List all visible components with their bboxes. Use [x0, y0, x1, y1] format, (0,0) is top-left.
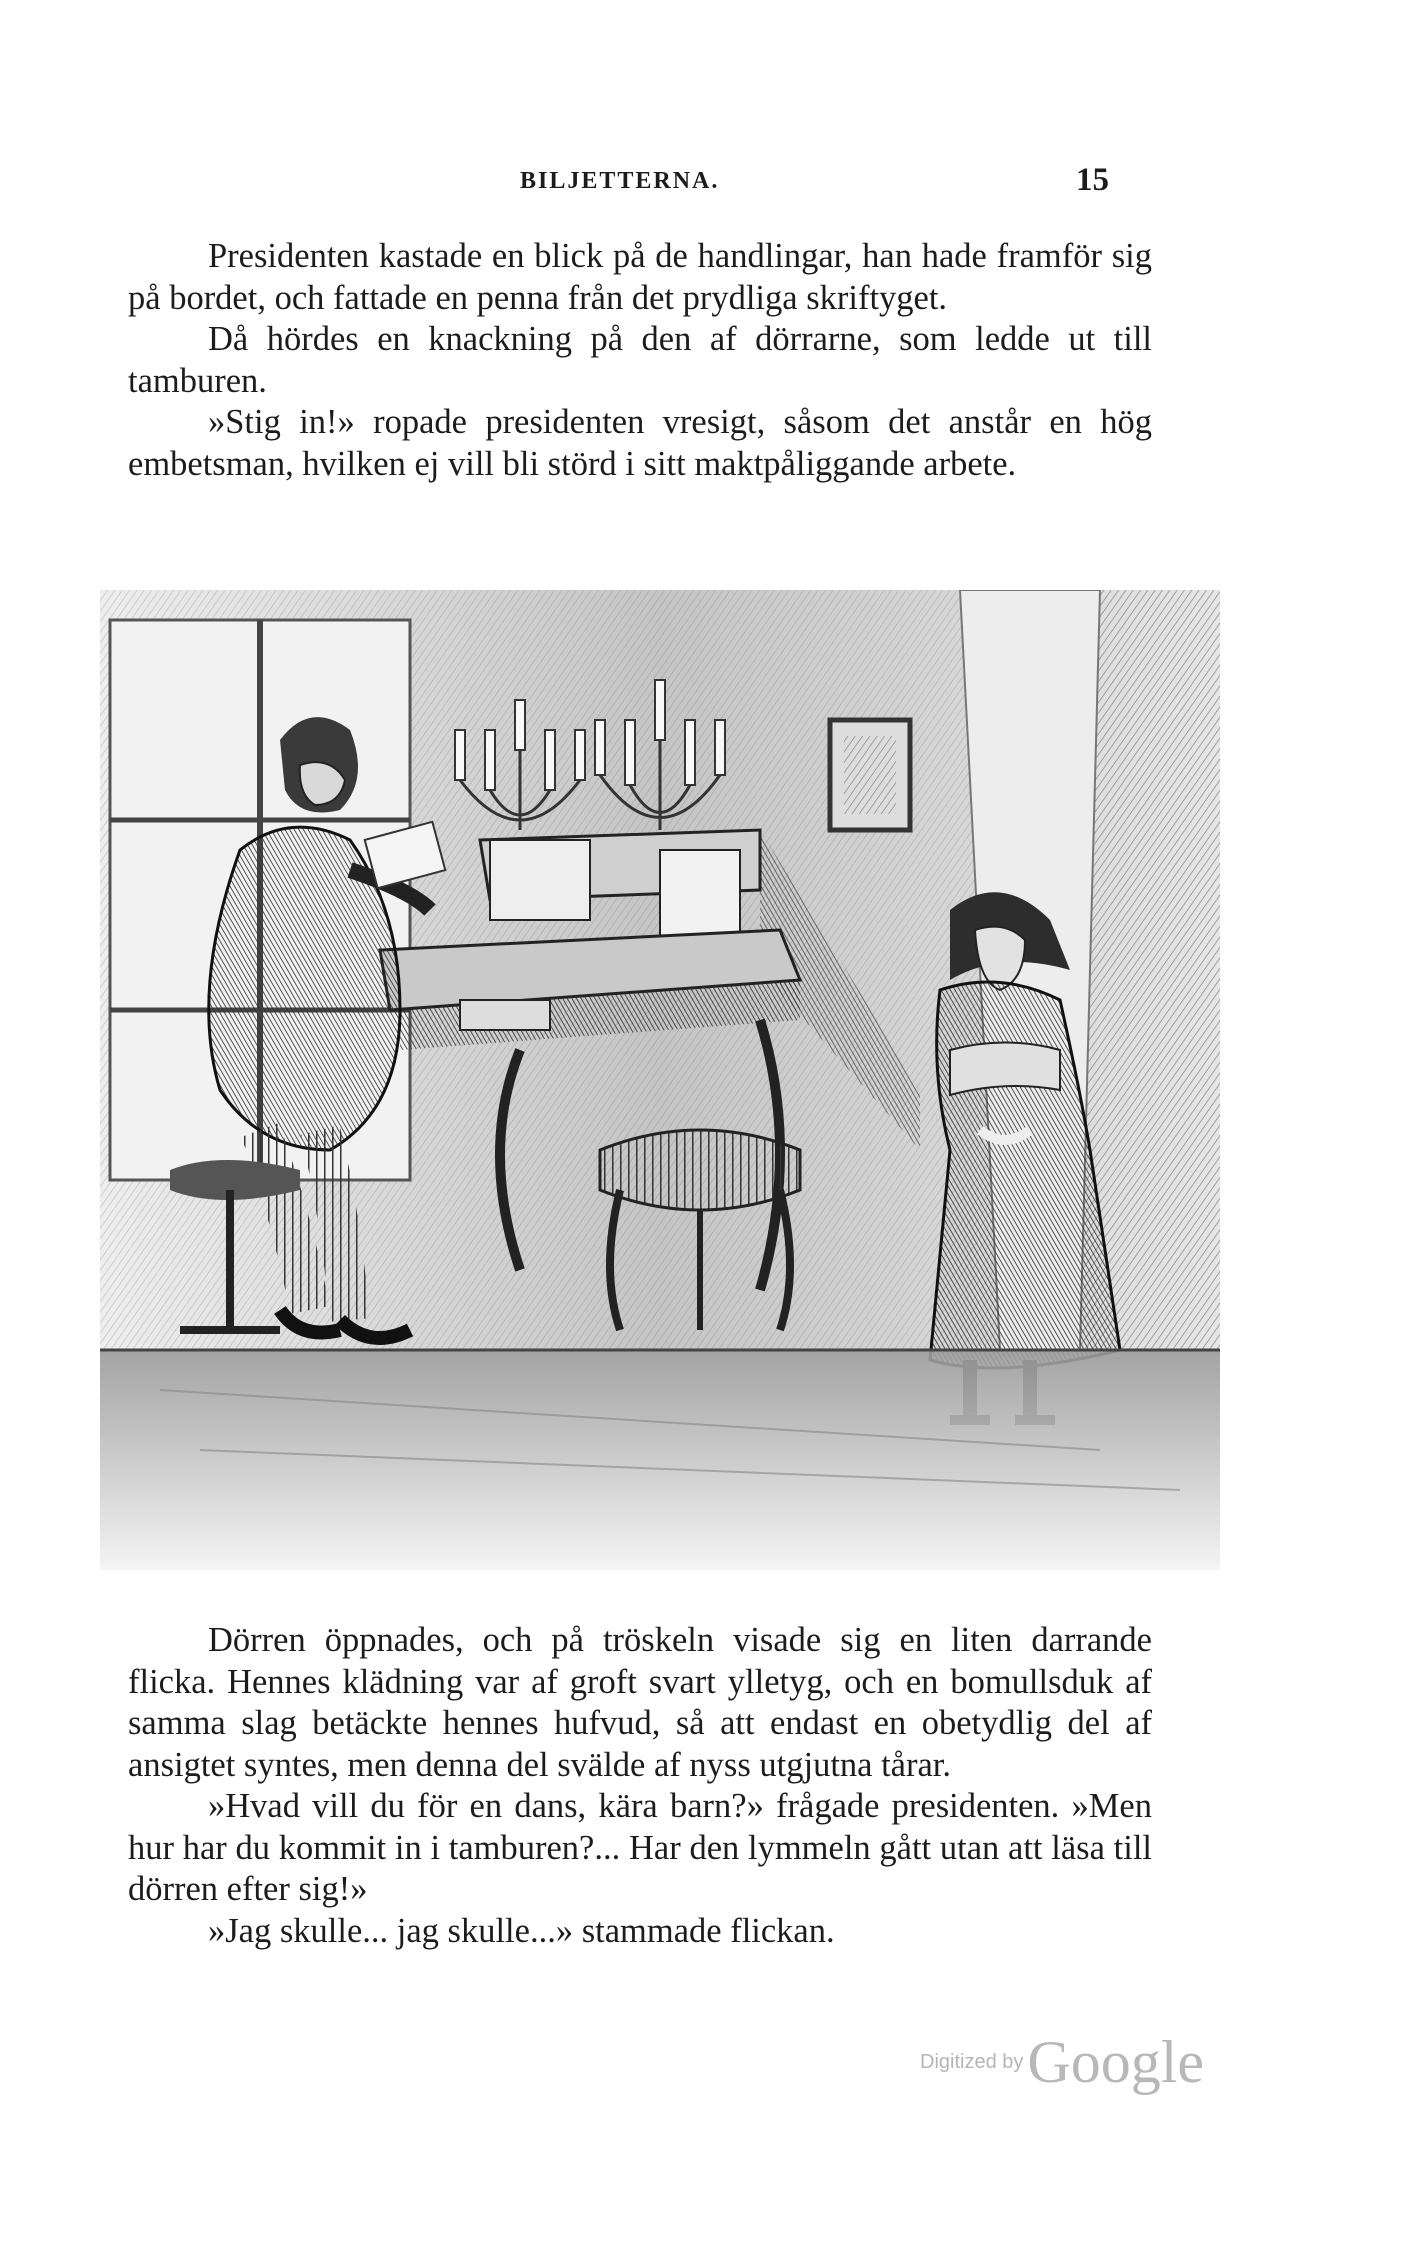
paragraph: Presidenten kastade en blick på de handlingar, han hade framför sig på bordet, och fattade en penna från det prydliga skriftyget. [128, 237, 1152, 317]
running-title: BILJETTERNA. [520, 168, 720, 194]
google-watermark [920, 2028, 1204, 2097]
text-block-top [128, 236, 1152, 485]
paragraph: »Hvad vill du för en dans, kära barn?» frågade presidenten. »Men hur har du kommit in i tamburen?... Har den lymmeln gått utan att läsa till dörren efter sig!» [128, 1787, 1152, 1908]
text-block-bottom [128, 1620, 1152, 1952]
paragraph: Dörren öppnades, och på tröskeln visade sig en liten darrande flicka. Hennes klädning var af groft svart ylletyg, och en bomullsduk af samma slag betäckte hennes hufvud, så att endast en obetydlig del af ansigtet syntes, men denna del svälde af nyss utgjutna tårar. [128, 1621, 1152, 1784]
illustration-engraving [100, 590, 1220, 1570]
watermark-caption: Digitized by [920, 2051, 1024, 2073]
google-logo: Google [1027, 2029, 1205, 2095]
engraving-drawing [100, 590, 1220, 1570]
paragraph: »Jag skulle... jag skulle...» stammade flickan. [208, 1911, 835, 1950]
paragraph: »Stig in!» ropade presidenten vresigt, såsom det anstår en hög embetsman, hvilken ej vill bli störd i sitt maktpåliggande arbete. [128, 403, 1152, 483]
paragraph: Då hördes en knackning på den af dörrarne, som ledde ut till tamburen. [128, 320, 1152, 400]
page-number: 15 [1076, 162, 1109, 198]
